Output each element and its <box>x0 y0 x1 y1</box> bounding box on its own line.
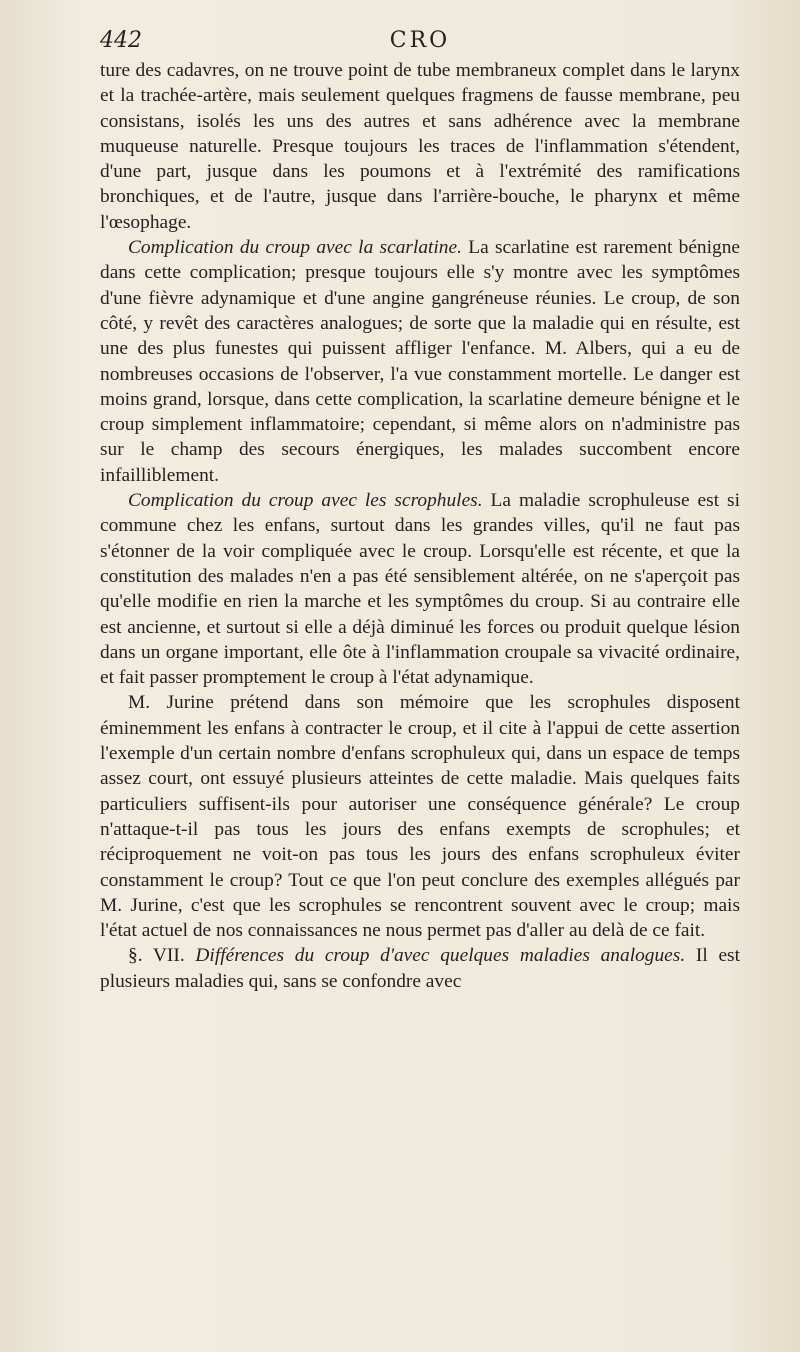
paragraph-scrophules <box>100 488 740 690</box>
paragraph-text: ture des cadavres, on ne trouve point de tube membraneux complet dans le larynx et la trachée-artère, mais seulement quelques fragmens de fausse membrane, peu consistans, isolés les uns des autres et sans adhérence avec la membrane muqueuse naturelle. Presque toujours les traces de l'inflammation s'étendent, d'une part, jusque dans les poumons et à l'extrémité des ramifications bronchiques, et de l'autre, jusque dans l'arrière-bouche, le pharynx et même l'œsophage. <box>100 60 740 233</box>
section-heading: Complication du croup avec les scrophules. <box>128 490 483 512</box>
paragraph-text: M. Jurine prétend dans son mémoire que les scrophules disposent éminemment les enfans à contracter le croup, et il cite à l'appui de cette assertion l'exemple d'un certain nombre d'enfans scrophuleux qui, dans un espace de temps assez court, ont essuyé plusieurs atteintes de cette maladie. Mais quelques faits particuliers suffisent-ils pour autoriser une conséquence générale? Le croup n'attaque-t-il pas tous les jours des enfans exempts de scrophules; et réciproquement ne voit-on pas tous les jours des enfans scrophuleux éviter constamment le croup? Tout ce que l'on peut conclure des exemples allégués par M. Jurine, c'est que les scrophules se rencontrent souvent avec le croup; mais l'état actuel de nos connaissances ne nous permet pas d'aller au delà de ce fait. <box>100 692 740 942</box>
paragraph-text: Il est plusieurs maladies qui, sans se confondre avec <box>100 945 740 992</box>
paragraph-jurine <box>100 690 740 943</box>
paragraph-text: La maladie scrophuleuse est si commune chez les enfans, surtout dans les grandes villes, qu'il ne faut pas s'étonner de la voir compliquée avec le croup. Lorsqu'elle est récente, et que la constitution des malades n'en a pas été sensiblement altérée, on ne s'aperçoit pas qu'elle modifie en rien la marche et les symptômes du croup. Si au contraire elle est ancienne, et surtout si elle a déjà diminué les forces ou produit quelque lésion dans un organe important, elle ôte à l'inflammation croupale sa vivacité ordinaire, et fait passer promptement le croup à l'état adynamique. <box>100 490 740 689</box>
section-heading: Différences du croup d'avec quelques maladies analogues. <box>195 945 686 967</box>
paragraph-text: La scarlatine est rarement bénigne dans cette complication; presque toujours elle s'y montre avec les symptômes d'une fièvre adynamique et d'une angine gangréneuse réunies. Le croup, de son côté, y revêt des caractères analogues; de sorte que la maladie qui en résulte, est une des plus funestes qui puissent affliger l'enfance. M. Albers, qui a eu de nombreuses occasions de l'observer, l'a vue constamment mortelle. Le danger est moins grand, lorsque, dans cette complication, la scarlatine demeure bénigne et le croup simplement inflammatoire; cependant, si même alors on n'administre pas sur le champ des secours énergiques, les malades succombent encore infailliblement. <box>100 237 741 486</box>
body-text <box>100 58 740 994</box>
page-number: 442 <box>100 28 142 53</box>
section-heading: Complication du croup avec la scarlatine. <box>128 237 462 259</box>
running-head: CRO <box>389 28 451 53</box>
section-number: §. VII. <box>128 945 185 967</box>
paragraph-scarlatine <box>100 235 740 488</box>
page-header <box>100 28 740 60</box>
paragraph-section-7 <box>100 943 740 994</box>
paragraph-autopsy <box>100 58 740 235</box>
